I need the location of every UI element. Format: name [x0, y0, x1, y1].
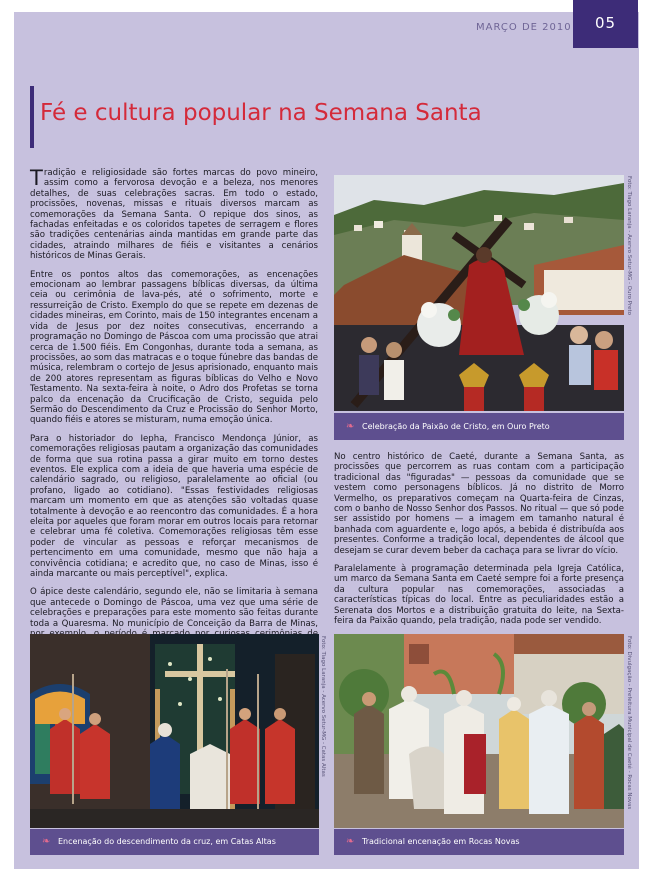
title-accent-bar: [30, 86, 34, 148]
right-text-column: [334, 452, 624, 635]
left-text-column: [30, 168, 318, 679]
drop-cap: T: [30, 166, 43, 190]
caption-ouro-preto: ❧ Celebração da Paixão de Cristo, em Ouro Preto: [334, 413, 624, 440]
photo-credit-catas-altas: Foto: Tiago Laranja - Acervo Setur-MG - Catas Altas: [320, 636, 326, 777]
paragraph-1: Tradição e religiosidade são fortes marcas do povo mineiro, assim como a fervorosa devoção e a beleza, nos menores detalhes, de suas celebrações sacras. Em todo o estado, procissões, novenas, missas e rituais diversos marcam as comemorações da Semana Santa. O repique dos sinos, as fachadas enfeitadas e os coloridos tapetes de serragem e flores são tradições centenárias ainda mantidas em grande parte das cidades, atraindo milhares de fiéis e visitantes a cenários históricos de Minas Gerais.: [30, 166, 318, 262]
photo-ouro-preto: [334, 175, 624, 411]
photo-credit-ouro-preto: Foto: Tiago Laranja - Acervo Setur-MG - Ouro Preto: [626, 176, 632, 316]
article-title: Fé e cultura popular na Semana Santa: [40, 100, 482, 126]
paragraph-2: Entre os pontos altos das comemorações, as encenações emocionam ao lembrar passagens bíblicas diversas, da última ceia ou cerimônia de lava-pés, até o sofrimento, morte e ressurreição de Cristo. Exemplo do que se repete em dezenas de cidades mineiras, em Corinto, mais de 150 integrantes encenam a vida de Jesus por dez noites consecutivas, encerrando a programação no Domingo de Páscoa com uma procissão que atrai cerca de 1.500 fiéis. Em Congonhas, durante toda a semana, as procissões, ao som das matracas e o toque fúnebre das bandas de música, relembram o cortejo de Jesus aprisionado, enquanto mais de 200 atores representam as figuras bíblicas do Velho e Novo Testamento. Na sexta-feira à noite, o Adro dos Profetas se torna palco da encenação da Crucificação de Cristo, seguida pelo Sermão do Descendimento da Cruz e Procissão do Senhor Morto, quando fiéis e atores se misturam, numa emoção única.: [30, 269, 318, 426]
paragraph-5: No centro histórico de Caeté, durante a Semana Santa, as procissões que percorrem as ruas contam com a participação tradicional das "figuradas" — pessoas da comunidade que se vestem como personagens bíblicos. Já no distrito de Morro Vermelho, os preparativos começam na Quarta-feira de Cinzas, com o banho de Nosso Senhor dos Passos. No ritual — que só pode ser assistido por homens — a imagem em tamanho natural é banhada com aguardente e, logo após, a bebida é distribuída aos presentes. Conforme a tradição local, dependentes de álcool que desejam se curar devem beber da cachaça para se livrar do vício.: [334, 452, 624, 556]
paragraph-4: O ápice deste calendário, segundo ele, não se limitaria à semana que antecede o Domingo de Páscoa, uma vez que uma série de celebrações e preparações para este momento são feitas durante toda a Quaresma. No município de Conceição da Barra de Minas,: [30, 587, 318, 629]
ribbon-icon: ❧: [42, 836, 51, 847]
caption-catas-altas: ❧ Encenação do descendimento da cruz, em Catas Altas: [30, 829, 319, 855]
photo-credit-rocas-novas: Foto: Divulgação - Prefeitura Municipal de Caeté - Rocas Novas: [626, 636, 632, 810]
issue-date: MARÇO DE 2010: [476, 22, 572, 33]
photo-rocas-novas: [334, 634, 624, 828]
ribbon-icon: ❧: [346, 420, 355, 432]
ribbon-icon: ❧: [346, 836, 355, 847]
page-number: 05: [573, 0, 638, 48]
photo-catas-altas: [30, 634, 319, 828]
caption-rocas-novas: ❧ Tradicional encenação em Rocas Novas: [334, 829, 624, 855]
paragraph-3: Para o historiador do Iepha, Francisco Mendonça Júnior, as comemorações religiosas pautam a organização das comunidades de forma que sua rotina passa a girar muito em torno destes eventos. Ele explica com a ideia de que haveria uma espécie de calendário sagrado, ou religioso, paralelamente ao oficial (ou profano, ligado ao cotidiano). "Essas festividades religiosas marcam um momento em que as atenções são voltadas quase totalmente à devoção e ao reencontro das comunidades. É a hora eleita por aqueles que foram morar em outros locais para retornar e celebrar uma fé coletiva. Comemorações religiosas têm esse poder de vincular as pessoas e reforçar mecanismos de pertencimento em uma comunidade, mesmo que não haja a convivência cotidiana; e acredito que, no caso de Minas, isso é ainda marcante ou mais perceptível", explica.: [30, 433, 318, 580]
paragraph-6: Paralelamente à programação determinada pela Igreja Católica, um marco da Semana Santa em Caeté sempre foi a forte presença da cultura popular nas comemorações, associadas a características típicas do local. Entre as peculiaridades estão a Serenata dos Mortos e a distribuição gratuita do leite, na Sexta-feira da Paixão quando, pela tradição, nada pode ser vendido.: [334, 564, 624, 627]
